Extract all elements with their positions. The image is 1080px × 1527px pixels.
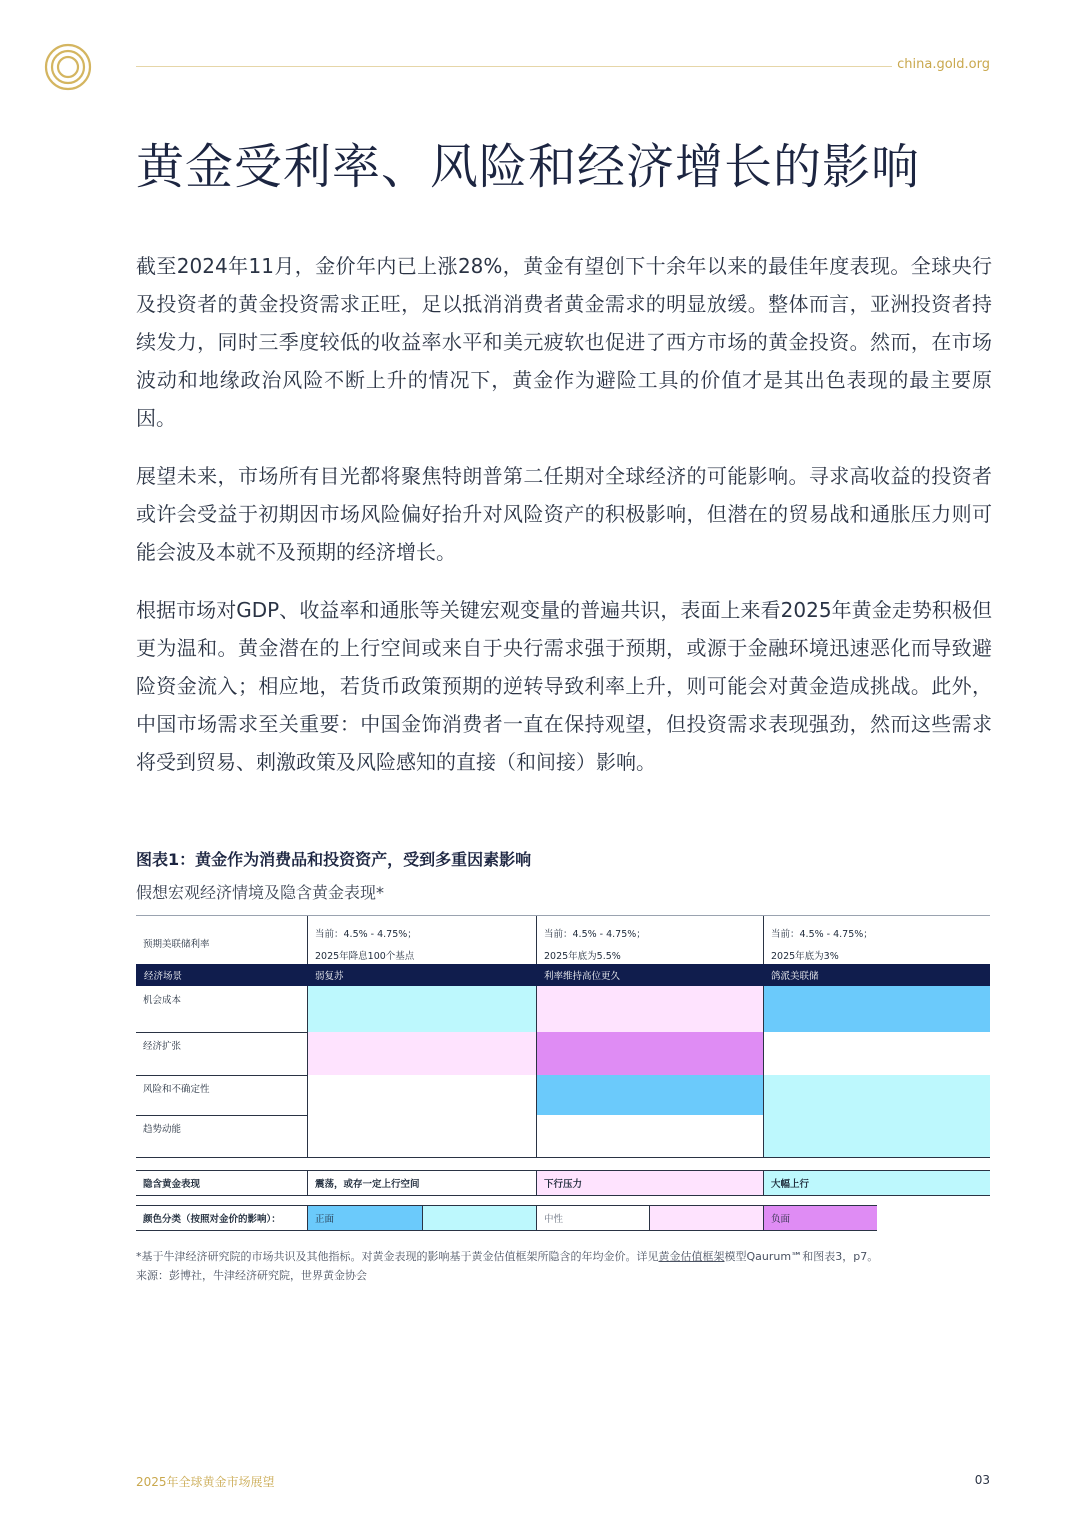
rate-current: 当前：4.5% - 4.75%； — [771, 929, 873, 940]
rate-label: 预期美联储利率 — [143, 939, 210, 950]
body-text — [136, 247, 992, 801]
footnote-suffix: 模型Qaurum℠和图表3，p7。 — [724, 1250, 879, 1263]
legend-positive: 正面 — [307, 1206, 422, 1230]
legend-label: 颜色分类（按照对金价的影响）： — [143, 1214, 281, 1225]
factor-cell — [307, 1115, 536, 1157]
color-legend — [136, 1205, 877, 1231]
chart-footnote — [136, 1247, 878, 1285]
performance-dovish-fed: 大幅上行 — [763, 1171, 990, 1195]
footnote-text — [136, 1247, 878, 1266]
rate-target: 2025年底为3% — [771, 951, 839, 962]
chart-title: 图表1：黄金作为消费品和投资资产，受到多重因素影响 — [136, 850, 532, 869]
performance-weak-recovery: 震荡，或存一定上行空间 — [307, 1171, 536, 1195]
scenario-higher-longer: 利率维持高位更久 — [544, 971, 621, 982]
factor-cell — [763, 1075, 990, 1115]
performance-higher-longer: 下行压力 — [536, 1171, 763, 1195]
factor-row — [136, 1075, 990, 1116]
scenario-weak-recovery: 弱复苏 — [315, 971, 344, 982]
factor-cell — [536, 1075, 763, 1115]
factor-cell — [307, 1075, 536, 1115]
factor-label: 风险和不确定性 — [143, 1084, 210, 1095]
legend-neutral: 中性 — [536, 1206, 649, 1230]
scenario-dovish-fed: 鸽派美联储 — [771, 971, 819, 982]
legend-positive-light — [422, 1206, 536, 1230]
paragraph: 截至2024年11月，金价年内已上涨28%，黄金有望创下十余年以来的最佳年度表现。全球央行及投资者的黄金投资需求正旺，足以抵消消费者黄金需求的明显放缓。整体而言，亚洲投资者持续发力，同时三季度较低的收益率水平和美元疲软也促进了西方市场的黄金投资。然而，在市场波动和地缘政治风险不断上升的情况下，黄金作为避险工具的价值才是其出色表现的最主要原因。 — [136, 254, 992, 430]
factor-cell — [307, 1032, 536, 1075]
scenario-header-row — [136, 964, 990, 986]
factor-cell — [307, 986, 536, 1032]
performance-label: 隐含黄金表现 — [143, 1179, 201, 1190]
rate-target: 2025年降息100个基点 — [315, 951, 415, 962]
rate-target: 2025年底为5.5% — [544, 951, 621, 962]
legend-negative: 负面 — [763, 1206, 877, 1230]
gold-performance-row — [136, 1170, 990, 1196]
factor-cell — [536, 986, 763, 1032]
factor-cell — [763, 986, 990, 1032]
factor-cell — [763, 1115, 990, 1157]
rate-current: 当前：4.5% - 4.75%； — [544, 929, 646, 940]
factor-cell — [536, 1115, 763, 1157]
rate-higher-longer — [536, 916, 763, 965]
rate-weak-recovery — [307, 916, 536, 965]
source-text: 来源：彭博社，牛津经济研究院，世界黄金协会 — [136, 1269, 367, 1282]
page-title: 黄金受利率、风险和经济增长的影响 — [136, 139, 921, 195]
factor-cell — [763, 1032, 990, 1075]
footnote-prefix: *基于牛津经济研究院的市场共识及其他指标。对黄金表现的影响基于黄金估值框架所隐含的年均金价。详见 — [136, 1250, 659, 1263]
paragraph: 根据市场对GDP、收益率和通胀等关键宏观变量的普遍共识，表面上来看2025年黄金走势积极但更为温和。黄金潜在的上行空间或来自于央行需求强于预期，或源于金融环境迅速恶化而导致避险资金流入；相应地，若货币政策预期的逆转导致利率上升，则可能会对黄金造成挑战。此外，中国市场需求至关重要：中国金饰消费者一直在保持观望，但投资需求表现强劲，然而这些需求将受到贸易、刺激政策及风险感知的直接（和间接）影响。 — [136, 598, 992, 774]
header-rule — [136, 66, 892, 67]
factor-row — [136, 986, 990, 1033]
rate-current: 当前：4.5% - 4.75%； — [315, 929, 417, 940]
chart-subtitle: 假想宏观经济情境及隐含黄金表现* — [136, 883, 385, 902]
factor-row — [136, 1032, 990, 1076]
factor-row — [136, 1115, 990, 1158]
rate-header-row — [136, 915, 990, 965]
rate-dovish-fed — [763, 916, 990, 965]
factor-label: 经济扩张 — [143, 1041, 182, 1052]
factor-label: 趋势动能 — [143, 1124, 182, 1135]
factor-cell — [536, 1032, 763, 1075]
gold-council-logo — [44, 43, 92, 91]
scenario-label: 经济场景 — [144, 971, 183, 982]
legend-negative-light — [649, 1206, 763, 1230]
page-number: 03 — [974, 1473, 990, 1487]
site-link[interactable]: china.gold.org — [897, 57, 990, 72]
footnote-link[interactable]: 黄金估值框架 — [658, 1250, 725, 1263]
factor-label: 机会成本 — [143, 995, 182, 1006]
paragraph: 展望未来，市场所有目光都将聚焦特朗普第二任期对全球经济的可能影响。寻求高收益的投资者或许会受益于初期因市场风险偏好抬升对风险资产的积极影响，但潜在的贸易战和通胀压力则可能会波及本就不及预期的经济增长。 — [136, 464, 992, 564]
footer-report-title: 2025年全球黄金市场展望 — [136, 1475, 275, 1489]
